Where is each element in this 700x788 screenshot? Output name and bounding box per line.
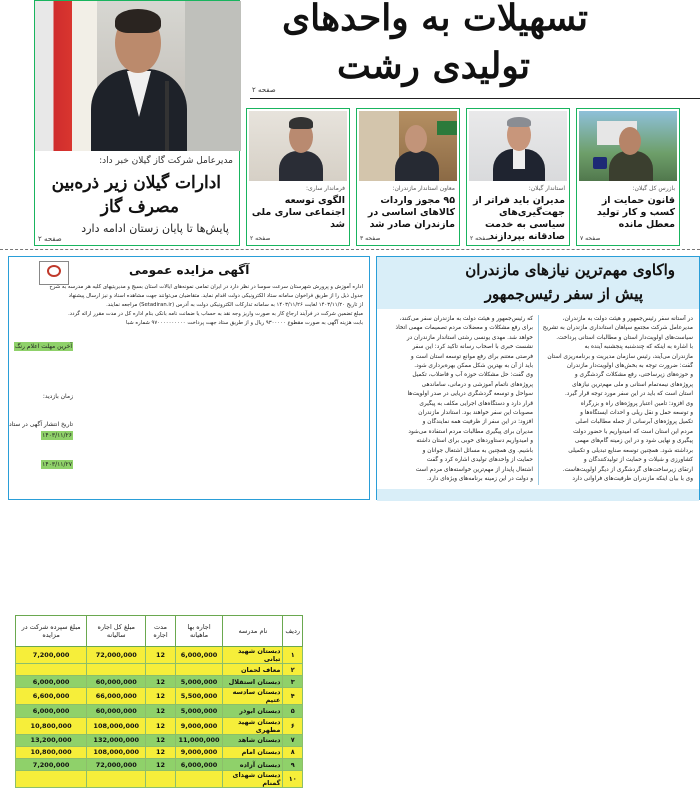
table-cell-name: دبستان آزاده bbox=[223, 758, 283, 770]
table-cell-monthly: 5,000,000 bbox=[175, 676, 223, 688]
table-cell-row: ۵ bbox=[283, 705, 303, 717]
table-cell-deposit: 13,200,000 bbox=[16, 734, 87, 746]
table-cell-monthly: 11,000,000 bbox=[175, 734, 223, 746]
story-title[interactable]: الگوی توسعه اجتماعی ساری ملی شد bbox=[251, 195, 345, 230]
col-header: مدت اجاره bbox=[146, 616, 175, 647]
col-header: مبلغ سپرده شرکت در مزایده bbox=[16, 616, 87, 647]
table-cell-name: دبستان شهدای گمنام bbox=[223, 771, 283, 788]
table-cell-annual: 60,000,000 bbox=[87, 705, 146, 717]
table-cell-name: دبستان شاهد bbox=[223, 734, 283, 746]
auction-table bbox=[15, 615, 303, 788]
table-cell-months: 12 bbox=[146, 758, 175, 770]
table-cell-months: 12 bbox=[146, 647, 175, 664]
story-photo bbox=[249, 111, 347, 181]
auction-body-line: مبلغ تضمین شرکت در فرآیند ارجاع کار به صورت واریز وجه نقد به حساب یا ضمانت نامه بانکی بنام اداره کل در مدت مقرر ارائه گردد. bbox=[68, 311, 363, 317]
table-cell-deposit: 10,800,000 bbox=[16, 746, 87, 758]
auction-body-line: اداره آموزش و پرورش شهرستان سرعت سوسا در نظر دارد در ایران تمامی نمونه‌های ایالات استان بسیج و مدیریتیهای کلیه هر مدرسه به شرح bbox=[49, 284, 363, 290]
table-cell-row: ۸ bbox=[283, 746, 303, 758]
flag-image bbox=[35, 1, 97, 151]
table-cell-annual: 72,000,000 bbox=[87, 758, 146, 770]
table-cell-monthly: 6,000,000 bbox=[175, 758, 223, 770]
story-card[interactable] bbox=[576, 108, 680, 246]
article-line: سیاست‌های اولویت‌دار استان و مطالبات استانی پرداخت. bbox=[556, 334, 693, 341]
table-cell-row: ۶ bbox=[283, 717, 303, 734]
lead-story-panel bbox=[34, 0, 240, 246]
table-cell-name: دبستان استقلال bbox=[223, 676, 283, 688]
lead-story-photo bbox=[35, 1, 241, 151]
auction-body-line: بابت هزینه آگهی به صورت مقطوع ۹۳۰۰۰۰۰ ریال و از طریق ستاد جهت پرداخت ۹۷۰۰۰۰۰۰۰۰۰۰ شماره شبا bbox=[126, 320, 363, 326]
emblem-icon bbox=[39, 261, 69, 285]
story-card[interactable] bbox=[466, 108, 570, 246]
auction-body-line: جدول ذیل را از طریق فراخوان سامانه ستاد الکترونیکی دولت اقدام نماید. متقاضیان می‌توانند جهت مشاهده اسناد و نیز ارسال پیشنهاد bbox=[68, 293, 363, 299]
table-cell-months: 12 bbox=[146, 717, 175, 734]
article-panel bbox=[376, 256, 700, 500]
table-cell-monthly bbox=[175, 664, 223, 676]
table-cell-row: ۷ bbox=[283, 734, 303, 746]
article-line: مدیران برای پیگیری مطالبات مردم استفاده می‌شود bbox=[408, 428, 533, 435]
table-cell-name: دبستان سادسه عتیم bbox=[223, 688, 283, 705]
table-cell-row: ۴ bbox=[283, 688, 303, 705]
table-cell-row: ۲ bbox=[283, 664, 303, 676]
story-title[interactable]: ۹۵ مجوز واردات کالاهای اساسی در مازندران صادر شد bbox=[367, 195, 455, 230]
article-line: مدیرعامل شرکت مجتمع سپاهان استانداری مازندران به تشریح bbox=[543, 325, 693, 332]
side-note: ۱۴۰۳/۱۱/۲۷ bbox=[42, 461, 72, 468]
column-divider bbox=[538, 315, 539, 485]
table-cell-months: 12 bbox=[146, 734, 175, 746]
side-note: تاریخ انتشار آگهی در ستاد bbox=[9, 421, 73, 428]
table-cell-annual: 66,000,000 bbox=[87, 688, 146, 705]
table-cell-deposit: 6,600,000 bbox=[16, 688, 87, 705]
article-line: باید از آن به بهترین شکل ممکن بهره‌برداری شود. bbox=[414, 363, 533, 370]
article-line: قرار دارد و دستگاه‌های اجرایی مکلف به پیگیری bbox=[419, 400, 533, 407]
table-cell-months: 12 bbox=[146, 705, 175, 717]
story-photo bbox=[359, 111, 457, 181]
side-note: ۱۴۰۳/۱۱/۲۶ bbox=[42, 432, 72, 439]
article-line: با اشاره به اینکه که چندشنبه پنجشنبه آینده به bbox=[584, 344, 693, 351]
lead-story-caption: مدیرعامل شرکت گاز گیلان خبر داد: bbox=[99, 156, 233, 166]
table-cell-deposit: 7,200,000 bbox=[16, 758, 87, 770]
page-ref: صفحه ۳ bbox=[360, 235, 381, 242]
table-cell-months: 12 bbox=[146, 688, 175, 705]
table-cell-monthly: 5,000,000 bbox=[175, 705, 223, 717]
auction-body bbox=[17, 283, 363, 328]
auction-title[interactable]: آگهی مزایده عمومی bbox=[129, 263, 250, 277]
story-title[interactable]: قانون حمایت از کسب و کار تولید معطل مانده bbox=[596, 195, 675, 230]
table-cell-row: ۱ bbox=[283, 647, 303, 664]
article-line: و دولت در این زمینه برنامه‌های ویژه‌ای دارد. bbox=[426, 475, 533, 482]
story-title[interactable]: مدیران باید فراتر از جهت‌گیری‌های سیاسی به خدمت صادقانه بپردازند bbox=[473, 195, 565, 242]
article-column-right bbox=[543, 315, 693, 484]
section-divider bbox=[0, 249, 700, 252]
article-line: پیگیری و نهایی شود و در این زمینه گام‌های مهمی bbox=[574, 438, 693, 445]
table-cell-months bbox=[146, 664, 175, 676]
article-line: پروژه‌های نیمه‌تمام استانی و ملی مهم‌ترین نیازهای bbox=[572, 381, 693, 388]
table-cell-annual bbox=[87, 771, 146, 788]
table-cell-annual: 60,000,000 bbox=[87, 676, 146, 688]
table-cell-name: دبستان شهید تبانی bbox=[223, 647, 283, 664]
article-line: ارتقای زیرساخت‌های گردشگری از دیگر اولویت‌هاست. bbox=[562, 466, 693, 473]
main-headline-line-1[interactable]: تسهیلات به واحدهای bbox=[281, 0, 588, 39]
page-ref: صفحه ۲ bbox=[38, 235, 62, 243]
page-ref: صفحه ۷ bbox=[580, 235, 601, 242]
page-ref: صفحه ۲ bbox=[250, 235, 271, 242]
article-line: استان است که باید در این سفر مورد توجه قرار گیرد. bbox=[564, 391, 693, 398]
article-line: و امیدواریم دستاوردهای خوبی برای استان داشته bbox=[416, 438, 533, 445]
story-photo bbox=[579, 111, 677, 181]
table-cell-months: 12 bbox=[146, 676, 175, 688]
col-header: نام مدرسه bbox=[223, 616, 283, 647]
table-cell-name: معاف لحمان bbox=[223, 664, 283, 676]
lead-story-headline-2[interactable]: مصرف گاز bbox=[100, 197, 179, 217]
article-line: و حوزه‌های زیرساختی، رفع مشکلات گردشگری و bbox=[574, 372, 693, 379]
lead-story-headline-1[interactable]: ادارات گیلان زیر ذره‌بین bbox=[51, 173, 221, 193]
article-line: و توسعه حمل و نقل ریلی و احداث ایستگاه‌ها و bbox=[580, 410, 693, 417]
article-line: پروژه‌های ناتمام آموزشی و درمانی، ساماندهی bbox=[421, 381, 533, 388]
table-cell-name: دبستان امام bbox=[223, 746, 283, 758]
photo-background bbox=[185, 1, 241, 151]
table-cell-annual: 108,000,000 bbox=[87, 717, 146, 734]
table-cell-deposit bbox=[16, 771, 87, 788]
article-line: باشیم. وی همچنین به مسائل اشتغال جوانان و bbox=[422, 447, 533, 454]
table-row bbox=[16, 746, 303, 758]
article-line: برداشته شود. همچنین توسعه صنایع تبدیلی و تکمیلی bbox=[568, 447, 693, 454]
article-line: در آستانه سفر رئیس‌جمهور و هیئت دولت به مازندران، bbox=[562, 316, 693, 322]
story-photo bbox=[469, 111, 567, 181]
table-cell-row: ۳ bbox=[283, 676, 303, 688]
article-line: کشاورزی و شیلات و حمایت از تولیدکنندگان و bbox=[583, 457, 693, 464]
table-cell-deposit bbox=[16, 664, 87, 676]
article-line: وی گفت: حل مشکلات حوزه آب و فاضلاب، تکمیل bbox=[412, 372, 533, 379]
story-kicker: بازرس کل گیلان: bbox=[632, 185, 675, 192]
article-line: تکمیل پروژه‌های آبرسانی از جمله مطالبات اصلی bbox=[575, 419, 693, 426]
article-line: حمایت از واحدهای تولیدی اشاره کرد و گفت bbox=[426, 457, 533, 464]
col-header: مبلغ کل اجاره سالیانه bbox=[87, 616, 146, 647]
article-line: سواحل و توسعه گردشگری دریایی در صدر اولویت‌ها bbox=[407, 391, 533, 398]
table-cell-annual: 72,000,000 bbox=[87, 647, 146, 664]
article-line: خواهد شد. مهدی یونسی رشتی استاندار مازندران در bbox=[406, 334, 533, 341]
table-row bbox=[16, 664, 303, 676]
table-cell-row: ۱۰ bbox=[283, 771, 303, 788]
table-row bbox=[16, 717, 303, 734]
article-line: وی با بیان اینکه مازندران ظرفیت‌های فراوانی دارد bbox=[572, 475, 693, 482]
article-title-2[interactable]: پیش از سفر رئیس‌جمهور bbox=[484, 285, 643, 303]
table-cell-name: دبستان شهید مطهری bbox=[223, 717, 283, 734]
article-line: فرصتی مغتنم برای رفع موانع توسعه استان است و bbox=[410, 353, 533, 360]
side-note: زمان بازدید: bbox=[42, 393, 73, 400]
story-card[interactable] bbox=[246, 108, 350, 246]
table-cell-deposit: 7,200,000 bbox=[16, 647, 87, 664]
col-header: اجاره بها ماهیانه bbox=[175, 616, 223, 647]
article-line: افزود: در این سفر از ظرفیت همه نمایندگان و bbox=[422, 419, 533, 426]
article-line: که رئیس‌جمهور و هیئت دولت به مازندران سفر می‌کنند، bbox=[399, 316, 533, 322]
lead-story-subhead: پایش‌ها تا پایان زستان ادامه دارد bbox=[81, 222, 229, 235]
next-article-strip bbox=[377, 489, 699, 501]
story-kicker: معاون استاندار مازندران: bbox=[392, 185, 455, 192]
article-line: وی افزود: تامین اعتبار پروژه‌های راه و بزرگراه bbox=[580, 400, 693, 407]
table-cell-row: ۹ bbox=[283, 758, 303, 770]
page-ref: صفحه ۲ bbox=[470, 235, 491, 242]
table-cell-deposit: 10,800,000 bbox=[16, 717, 87, 734]
side-note: آخرین مهلت اعلام رنگ bbox=[15, 343, 72, 350]
page-ref: صفحه ۲ bbox=[252, 86, 276, 94]
article-line: گفت: ضرورت توجه به بخش‌های اولویت‌دار مازندران bbox=[566, 363, 693, 370]
article-line: مازندران می‌آیند، رئیس سازمان مدیریت و برنامه‌ریزی استان bbox=[547, 353, 693, 360]
table-cell-monthly bbox=[175, 771, 223, 788]
table-row bbox=[16, 676, 303, 688]
table-row bbox=[16, 688, 303, 705]
table-row bbox=[16, 734, 303, 746]
table-cell-monthly: 9,000,000 bbox=[175, 717, 223, 734]
divider bbox=[250, 98, 700, 99]
col-header: ردیف bbox=[283, 616, 303, 647]
story-kicker: فرماندار ساری: bbox=[306, 185, 345, 192]
auction-side-notes bbox=[9, 340, 77, 501]
photo-subject-hair bbox=[115, 9, 161, 33]
article-line: برای رفع مشکلات و معضلات مردم تصمیمات مهمی اتخاذ bbox=[395, 325, 533, 332]
table-cell-monthly: 5,500,000 bbox=[175, 688, 223, 705]
article-title-1[interactable]: واکاوی مهم‌ترین نیازهای مازندران bbox=[465, 261, 675, 279]
microphone-icon bbox=[165, 81, 169, 151]
table-cell-annual: 108,000,000 bbox=[87, 746, 146, 758]
main-headline-line-2[interactable]: تولیدی رشت bbox=[337, 45, 530, 87]
table-cell-name: دبستان ابوذر bbox=[223, 705, 283, 717]
article-line: مصوبات این سفر خواهند بود. استاندار مازندران bbox=[418, 410, 533, 417]
table-cell-monthly: 9,000,000 bbox=[175, 746, 223, 758]
article-line: مردم این استان است که امیدواریم با حضور دولت bbox=[573, 428, 693, 435]
auction-notice bbox=[8, 256, 370, 788]
table-cell-months: 12 bbox=[146, 746, 175, 758]
article-line: اشتغال پایدار از مهم‌ترین خواسته‌های مردم است bbox=[415, 466, 533, 473]
table-cell-monthly: 6,000,000 bbox=[175, 647, 223, 664]
article-column-left bbox=[383, 315, 533, 484]
table-cell-deposit: 6,000,000 bbox=[16, 676, 87, 688]
table-cell-annual: 132,000,000 bbox=[87, 734, 146, 746]
table-row bbox=[16, 647, 303, 664]
table-row bbox=[16, 758, 303, 770]
table-cell-annual bbox=[87, 664, 146, 676]
story-kicker: استاندار گیلان: bbox=[528, 185, 565, 192]
main-headline bbox=[250, 0, 700, 102]
story-card[interactable] bbox=[356, 108, 460, 246]
table-row bbox=[16, 771, 303, 788]
article-line: نشست خبری با اصحاب رسانه تاکید کرد: این سفر bbox=[412, 344, 533, 351]
auction-body-line: از تاریخ ۱۴۰۳/۱۱/۲۰ لغایت ۱۴۰۳/۱۱/۲۶ به سامانه تدارکات الکترونیکی دولت به آدرس (Setadiran.ir) مراجعه نمایند. bbox=[106, 302, 363, 308]
table-cell-months bbox=[146, 771, 175, 788]
table-cell-deposit: 6,000,000 bbox=[16, 705, 87, 717]
table-row bbox=[16, 705, 303, 717]
